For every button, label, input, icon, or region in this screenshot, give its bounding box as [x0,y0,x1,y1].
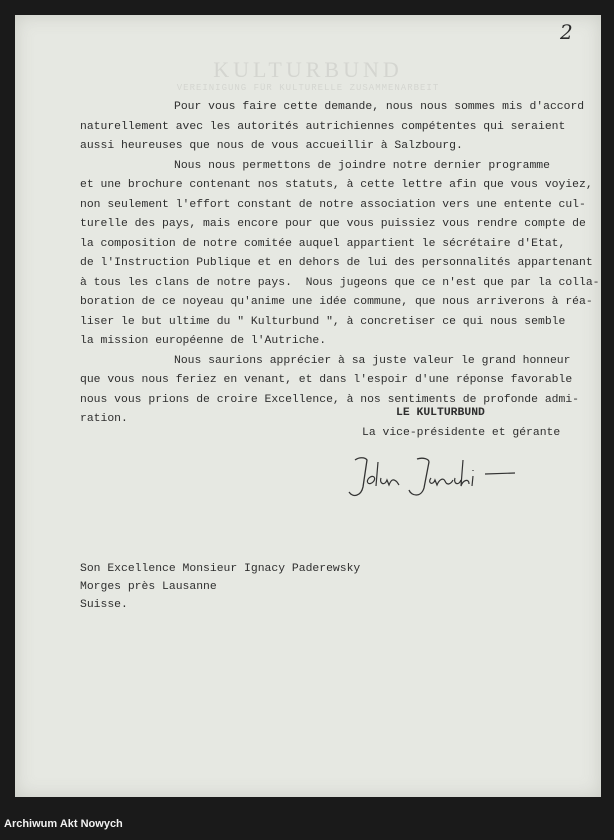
address-line: Son Excellence Monsieur Ignacy Paderewsky [80,563,361,575]
letter-line: de l'Instruction Publique et en dehors de lui des personnalités appartenant [80,257,593,269]
letter-line: à tous les clans de notre pays. Nous jugeons que ce n'est que par la colla- [80,276,600,289]
letter-line: ration. [80,413,128,425]
letter-line: naturellement avec les autorités autrichiennes compétentes qui seraient [80,120,566,133]
letter-line: la mission européenne de l'Autriche. [80,335,327,347]
letter-line: aussi heureuses que nous de vous accueillir à Salzbourg. [80,140,463,152]
letter-line: non seulement l'effort constant de notre association vers une entente cul- [80,198,586,211]
signature-block [362,403,560,443]
letter-line: et une brochure contenant nos statuts, à cette lettre afin que vous voyiez, [80,179,593,191]
archive-label: Archiwum Akt Nowych [4,818,123,830]
signature-role: La vice-présidente et gérante [362,427,561,439]
letter-line: boration de ce noyeau qu'anime une idée commune, que nous arriverons à réa- [80,296,593,308]
letter-line: nous vous prions de croire Excellence, à nos sentiments de profonde admi- [80,393,579,406]
letterhead-subtitle: VEREINIGUNG FÜR KULTURELLE ZUSAMMENARBEIT [176,83,440,93]
letter-line: Pour vous faire cette demande, nous nous sommes mis d'accord [174,101,585,113]
signature-name: Jolan Jacobi [345,501,353,502]
archive-footer [0,808,614,840]
letter-line: liser le but ultime du " Kulturbund ", à concretiser ce qui nous semble [80,315,566,328]
letter-line: la composition de notre comitée auquel appartient le sécrétaire d'Etat, [80,237,566,250]
letter-line: Nous nous permettons de joindre notre dernier programme [174,159,550,172]
letter-line: turelle des pays, mais encore pour que vous puissiez vous rendre compte de [80,218,586,230]
recipient-address [80,560,360,614]
address-line: Suisse. [80,599,128,611]
letter-line: Nous saurions apprécier à sa juste valeur le grand honneur [174,354,571,367]
handwritten-signature [345,452,525,502]
letter-line: que vous nous feriez en venant, et dans l'espoir d'une réponse favorable [80,374,573,386]
signature-organization: LE KULTURBUND [396,407,485,419]
letter-body [80,98,600,430]
address-line: Morges près Lausanne [80,581,217,593]
letterhead-title: KULTURBUND [213,57,403,82]
page-number: 2 [560,20,573,44]
